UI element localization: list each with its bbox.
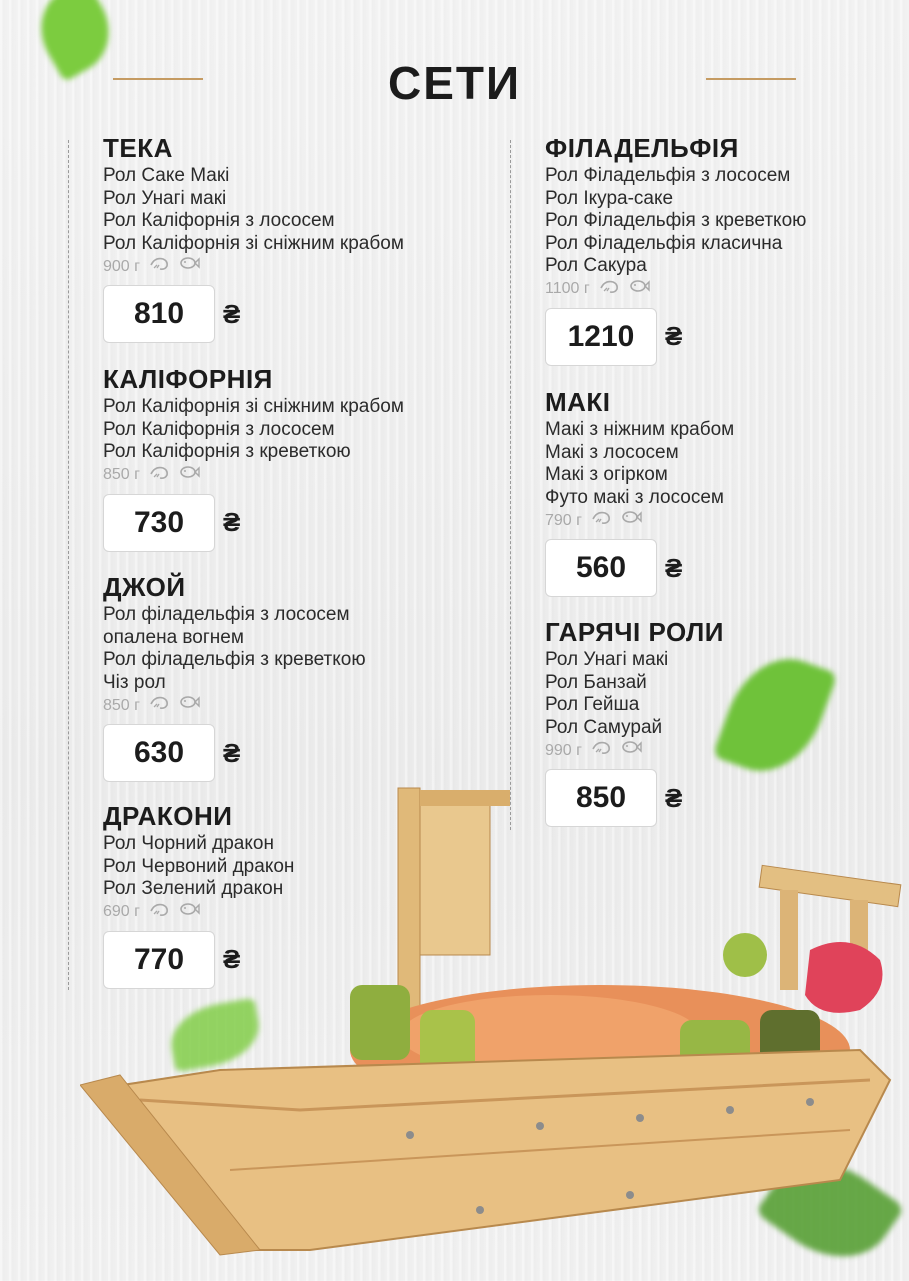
- set-item: Чіз рол: [103, 671, 166, 693]
- set-name: ФІЛАДЕЛЬФІЯ: [545, 133, 739, 163]
- set-weight: 790 г: [545, 511, 582, 529]
- set-name: ГАРЯЧІ РОЛИ: [545, 617, 724, 647]
- set-item: Рол Філадельфія з креветкою: [545, 210, 807, 231]
- set-item: Рол Каліфорнія з креветкою: [103, 441, 351, 462]
- price-row: [103, 285, 483, 343]
- set-card: [545, 387, 909, 597]
- price-box: 850: [545, 769, 657, 827]
- set-item: Рол філадельфія з лососем: [103, 604, 350, 625]
- set-item: Рол Каліфорнія зі сніжним крабом: [103, 232, 404, 254]
- set-item: Рол Саке Макі: [103, 165, 230, 186]
- set-name: КАЛІФОРНІЯ: [103, 364, 273, 394]
- set-item: Рол Самурай: [545, 716, 663, 738]
- set-item: Макі з лососем: [545, 441, 679, 463]
- set-item: Рол Каліфорнія з лососем: [103, 418, 335, 440]
- price-box: 770: [103, 931, 215, 989]
- set-item: Рол Банзай: [545, 671, 647, 693]
- currency-sign: ₴: [665, 782, 683, 813]
- set-item: опалена вогнем: [103, 626, 244, 648]
- set-item: Макі з ніжним крабом: [545, 419, 735, 440]
- set-item: Рол Унагі макі: [545, 649, 669, 670]
- fish-icon: [620, 509, 642, 532]
- set-item: Рол філадельфія з креветкою: [103, 649, 366, 670]
- price-box: 730: [103, 494, 215, 552]
- set-meta: [103, 255, 483, 278]
- shrimp-icon: [590, 739, 612, 762]
- set-meta: [103, 464, 483, 487]
- set-weight: 850 г: [103, 466, 140, 483]
- set-item: Рол Ікура-саке: [545, 187, 674, 209]
- set-weight: 1100 г: [545, 280, 590, 297]
- title-rule-right: [706, 78, 796, 80]
- set-item: Рол Каліфорнія зі сніжним крабом: [103, 396, 404, 417]
- price-box: 630: [103, 724, 215, 782]
- set-item: Футо макі з лососем: [545, 486, 724, 508]
- set-name: МАКІ: [545, 387, 611, 417]
- set-card: [103, 572, 483, 782]
- price-box: 1210: [545, 308, 657, 366]
- set-item: Рол Зелений дракон: [103, 878, 284, 899]
- set-meta: [545, 278, 909, 301]
- set-meta: [103, 694, 483, 717]
- currency-sign: ₴: [665, 321, 683, 351]
- shrimp-icon: [148, 694, 170, 717]
- fish-icon: [178, 255, 200, 278]
- fish-icon: [178, 694, 200, 717]
- currency-sign: ₴: [223, 298, 241, 329]
- price-row: [545, 539, 909, 597]
- left-column-divider: [68, 140, 69, 990]
- set-weight: 690 г: [103, 903, 140, 920]
- set-item: Рол Каліфорнія з лососем: [103, 210, 335, 231]
- set-card: [103, 133, 483, 343]
- set-weight: 850 г: [103, 696, 140, 714]
- set-card: [103, 364, 483, 552]
- set-name: ТЕКА: [103, 133, 173, 163]
- set-item: Рол Гейша: [545, 694, 640, 715]
- set-item: Рол Червоний дракон: [103, 855, 295, 877]
- set-name: ДРАКОНИ: [103, 801, 233, 831]
- set-name: ДЖОЙ: [103, 572, 186, 602]
- shrimp-icon: [148, 464, 170, 487]
- fish-icon: [628, 278, 650, 301]
- set-item: Рол Філадельфія з лососем: [545, 165, 791, 186]
- right-column-divider: [510, 140, 511, 830]
- fish-icon: [620, 739, 642, 762]
- price-box: 560: [545, 539, 657, 597]
- set-weight: 990 г: [545, 741, 582, 759]
- currency-sign: ₴: [223, 737, 241, 768]
- shrimp-icon: [598, 278, 620, 301]
- set-item: Рол Сакура: [545, 255, 647, 276]
- price-box: 810: [103, 285, 215, 343]
- sushi-boat-illustration: [80, 780, 909, 1280]
- price-row: [103, 724, 483, 782]
- set-item: Рол Філадельфія класична: [545, 232, 783, 254]
- set-meta: [545, 509, 909, 532]
- price-row: [103, 494, 483, 552]
- set-item: Рол Унагі макі: [103, 187, 227, 209]
- set-weight: 900 г: [103, 257, 140, 275]
- price-row: [545, 308, 909, 366]
- currency-sign: ₴: [223, 944, 241, 974]
- page-title: СЕТИ: [387, 57, 522, 109]
- fish-icon: [178, 464, 200, 487]
- shrimp-icon: [590, 509, 612, 532]
- shrimp-icon: [148, 255, 170, 278]
- set-card: [545, 133, 909, 366]
- set-meta: [545, 739, 909, 762]
- set-item: Рол Чорний дракон: [103, 833, 274, 854]
- set-item: Макі з огірком: [545, 464, 668, 485]
- currency-sign: ₴: [665, 552, 683, 583]
- currency-sign: ₴: [223, 507, 241, 537]
